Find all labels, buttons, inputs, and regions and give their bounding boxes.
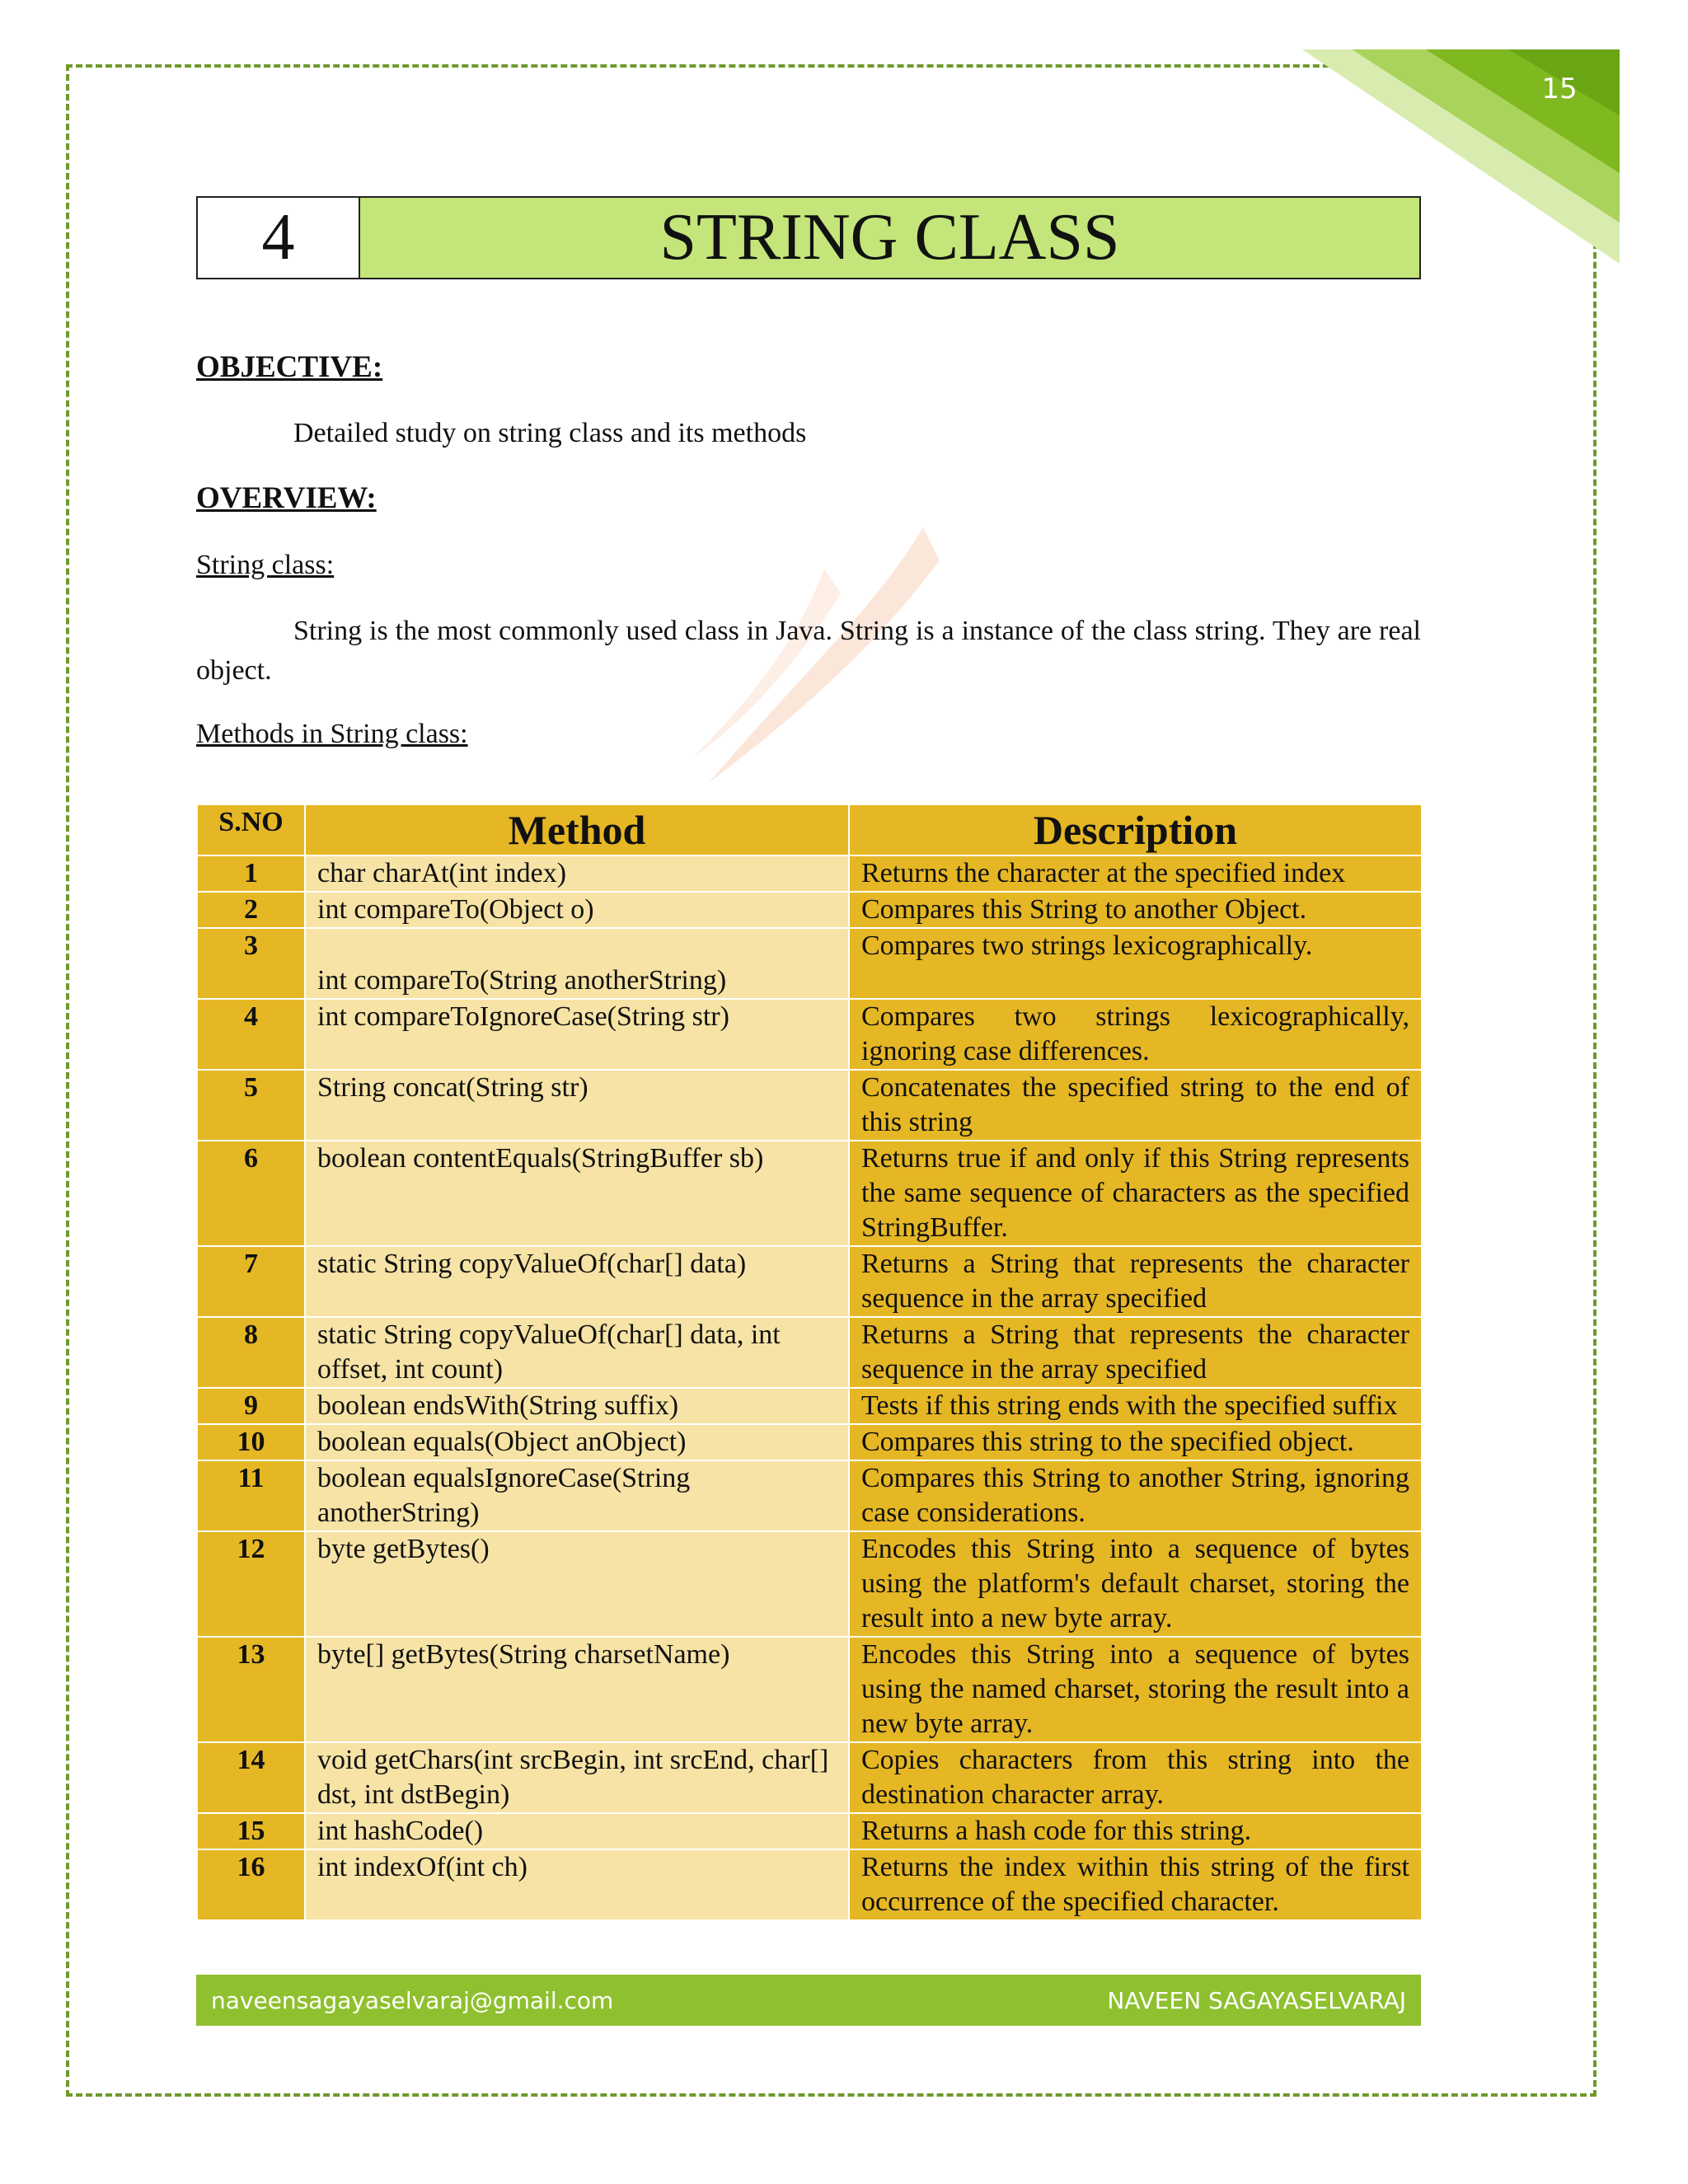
- row-sno: 13: [197, 1637, 305, 1742]
- row-sno: 15: [197, 1813, 305, 1849]
- string-class-label: String class:: [196, 550, 335, 580]
- table-row: [197, 1849, 1422, 1920]
- row-sno: 2: [197, 892, 305, 928]
- row-description: Concatenates the specified string to the end of this string: [849, 1070, 1422, 1141]
- table-row: [197, 1460, 1422, 1531]
- row-sno: 6: [197, 1141, 305, 1246]
- row-sno: 16: [197, 1849, 305, 1920]
- overview-heading: OVERVIEW:: [196, 481, 377, 515]
- page-footer: [196, 1975, 1421, 2026]
- row-description: Returns a hash code for this string.: [849, 1813, 1422, 1849]
- header-method: Method: [305, 804, 849, 855]
- table-row: [197, 892, 1422, 928]
- row-method: String concat(String str): [305, 1070, 849, 1141]
- row-method: boolean equals(Object anObject): [305, 1424, 849, 1460]
- row-method: void getChars(int srcBegin, int srcEnd, char[] dst, int dstBegin): [305, 1742, 849, 1813]
- row-sno: 11: [197, 1460, 305, 1531]
- row-method: byte getBytes(): [305, 1531, 849, 1637]
- table-row: [197, 999, 1422, 1070]
- row-method: boolean contentEquals(StringBuffer sb): [305, 1141, 849, 1246]
- table-row: [197, 928, 1422, 999]
- row-description: Returns a String that represents the character sequence in the array specified: [849, 1317, 1422, 1388]
- row-description: Copies characters from this string into the destination character array.: [849, 1742, 1422, 1813]
- row-description: Compares this string to the specified object.: [849, 1424, 1422, 1460]
- row-method: int indexOf(int ch): [305, 1849, 849, 1920]
- footer-email: naveensagayaselvaraj@gmail.com: [211, 1986, 614, 2014]
- row-sno: 8: [197, 1317, 305, 1388]
- row-description: Returns the character at the specified index: [849, 855, 1422, 892]
- row-method: int compareTo(String anotherString): [305, 928, 849, 999]
- methods-label: Methods in String class:: [196, 719, 468, 749]
- row-description: Encodes this String into a sequence of bytes using the named charset, storing the result into a new byte array.: [849, 1637, 1422, 1742]
- row-sno: 10: [197, 1424, 305, 1460]
- row-method: static String copyValueOf(char[] data, int offset, int count): [305, 1317, 849, 1388]
- chapter-header: [196, 196, 1421, 279]
- row-method: int compareTo(Object o): [305, 892, 849, 928]
- row-description: Returns a String that represents the character sequence in the array specified: [849, 1246, 1422, 1317]
- row-sno: 9: [197, 1388, 305, 1424]
- table-row: [197, 855, 1422, 892]
- table-row: [197, 1246, 1422, 1317]
- table-row: [197, 1424, 1422, 1460]
- row-method: byte[] getBytes(String charsetName): [305, 1637, 849, 1742]
- row-method: int compareToIgnoreCase(String str): [305, 999, 849, 1070]
- row-sno: 12: [197, 1531, 305, 1637]
- methods-table: [196, 804, 1423, 1921]
- row-description: Compares two strings lexicographically.: [849, 928, 1422, 999]
- footer-author: NAVEEN SAGAYASELVARAJ: [1107, 1986, 1406, 2014]
- row-description: Compares this String to another String, ignoring case considerations.: [849, 1460, 1422, 1531]
- table-row: [197, 1813, 1422, 1849]
- header-description: Description: [849, 804, 1422, 855]
- row-description: Returns the index within this string of the first occurrence of the specified character.: [849, 1849, 1422, 1920]
- row-sno: 4: [197, 999, 305, 1070]
- row-sno: 7: [197, 1246, 305, 1317]
- objective-text: Detailed study on string class and its methods: [293, 418, 807, 448]
- table-row: [197, 1317, 1422, 1388]
- chapter-number: 4: [198, 198, 360, 278]
- table-row: [197, 1070, 1422, 1141]
- row-description: Compares this String to another Object.: [849, 892, 1422, 928]
- row-description: Returns true if and only if this String represents the same sequence of characters as the specified StringBuffer.: [849, 1141, 1422, 1246]
- table-row: [197, 1141, 1422, 1246]
- row-method: char charAt(int index): [305, 855, 849, 892]
- overview-paragraph: String is the most commonly used class in Java. String is a instance of the class string. They are real object.: [196, 616, 1421, 686]
- row-method: boolean equalsIgnoreCase(String anotherString): [305, 1460, 849, 1531]
- row-method: int hashCode(): [305, 1813, 849, 1849]
- page-number: 15: [1541, 73, 1578, 105]
- table-row: [197, 1388, 1422, 1424]
- row-sno: 1: [197, 855, 305, 892]
- table-row: [197, 1742, 1422, 1813]
- header-sno: S.NO: [197, 804, 305, 855]
- row-description: Compares two strings lexicographically, ignoring case differences.: [849, 999, 1422, 1070]
- table-row: [197, 1637, 1422, 1742]
- objective-heading: OBJECTIVE:: [196, 350, 383, 384]
- row-sno: 5: [197, 1070, 305, 1141]
- row-description: Tests if this string ends with the specified suffix: [849, 1388, 1422, 1424]
- chapter-title: STRING CLASS: [360, 198, 1419, 278]
- row-sno: 14: [197, 1742, 305, 1813]
- row-description: Encodes this String into a sequence of bytes using the platform's default charset, storing the result into a new byte array.: [849, 1531, 1422, 1637]
- row-sno: 3: [197, 928, 305, 999]
- table-row: [197, 1531, 1422, 1637]
- row-method: static String copyValueOf(char[] data): [305, 1246, 849, 1317]
- table-header-row: [197, 804, 1422, 855]
- row-method: boolean endsWith(String suffix): [305, 1388, 849, 1424]
